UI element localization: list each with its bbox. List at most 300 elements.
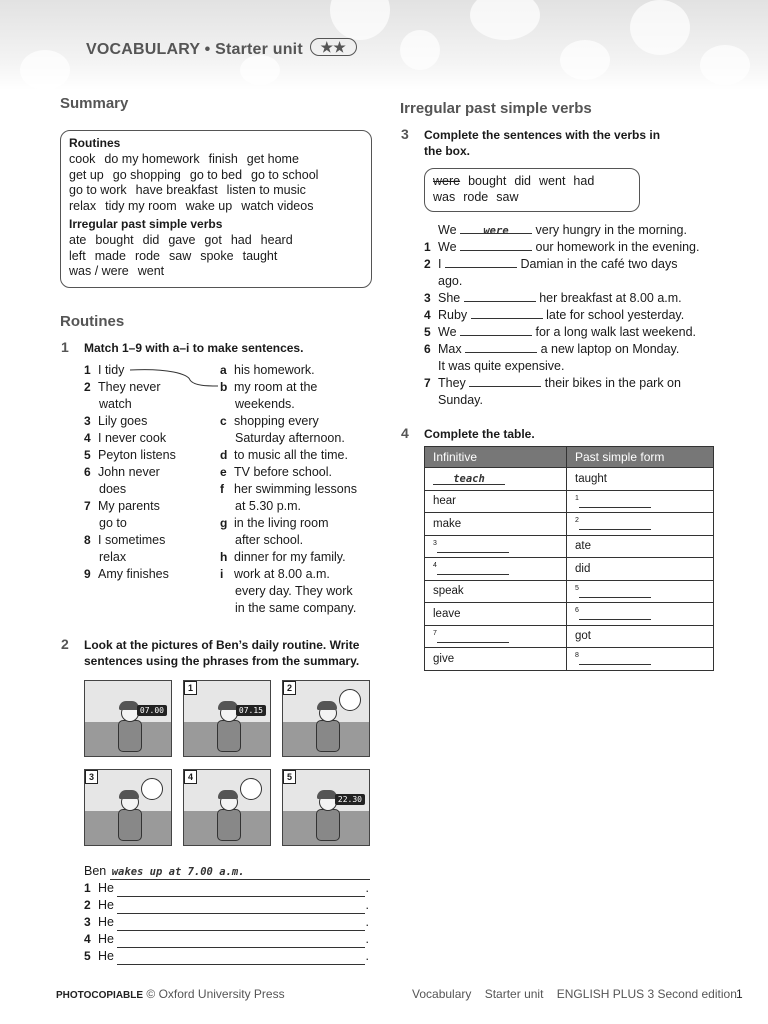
answer-number: 2: [84, 898, 91, 912]
wall-clock-icon: [339, 689, 361, 711]
match-left-text: I never cook: [98, 431, 167, 445]
answer-blank[interactable]: [117, 935, 365, 948]
match-right-text: to music all the time.: [234, 448, 348, 462]
table-cell-past: [567, 513, 714, 536]
footer-book: ENGLISH PLUS 3 Second edition: [556, 987, 737, 1001]
alarm-clock-display: 07.00: [137, 705, 167, 716]
summary-word: go shopping: [112, 167, 181, 182]
summary-word: was / were: [69, 264, 129, 279]
table-blank[interactable]: [579, 518, 651, 530]
match-left-text: Amy finishes: [98, 567, 169, 581]
sentence-before: Ruby: [438, 308, 468, 322]
match-left-number: 9: [84, 567, 91, 581]
ben-hair: [317, 701, 337, 710]
match-right-number: c: [220, 414, 227, 428]
exercise-3-sentences: [424, 222, 744, 409]
exercise-3-sentence: [424, 324, 744, 341]
table-header-row: [425, 447, 714, 468]
example-sentence-before: We: [438, 223, 457, 237]
sentence-number: 6: [424, 342, 431, 356]
page-header-title: [86, 38, 357, 59]
exercise-2-number: 2: [61, 636, 69, 652]
summary-word: listen to music: [226, 183, 306, 198]
verb-box: [424, 168, 640, 212]
table-cell-text: make: [433, 517, 462, 530]
example-sentence-answer: were: [483, 225, 509, 237]
exercise-3-sentence: [424, 307, 744, 324]
table-blank-number: 1: [575, 494, 579, 502]
summary-row: [69, 249, 363, 265]
match-left-text: John never: [98, 465, 160, 479]
match-right-item: [220, 413, 380, 447]
summary-word: relax: [69, 199, 97, 214]
table-blank[interactable]: [579, 608, 651, 620]
ben-body: [118, 809, 142, 841]
summary-word: bought: [95, 232, 134, 247]
ben-body: [217, 809, 241, 841]
table-blank-number: 6: [575, 607, 579, 615]
sentence-blank[interactable]: [471, 307, 543, 319]
routines-heading: Routines: [60, 313, 125, 330]
ben-figure: [313, 704, 341, 752]
match-left-text: I sometimes: [98, 533, 166, 547]
table-row: [425, 535, 714, 558]
ben-body: [316, 809, 340, 841]
match-left-number: 7: [84, 499, 91, 513]
sentence-after: Damian in the café two days: [520, 257, 678, 271]
wall-clock-icon: [141, 778, 163, 800]
match-left-line: [84, 532, 209, 549]
table-row: [425, 625, 714, 648]
match-right-item: [220, 362, 380, 379]
sentence-before: Max: [438, 342, 462, 356]
verb-table: [424, 446, 714, 671]
table-cell-text: hear: [433, 495, 457, 508]
sentence-blank[interactable]: [469, 375, 541, 387]
table-blank-number: 8: [575, 652, 579, 660]
table-header-past: Past simple form: [567, 447, 714, 468]
summary-word: left: [69, 248, 86, 263]
match-right-item: [220, 549, 380, 566]
sentence-continuation: ago.: [438, 274, 463, 288]
table-cell-text: speak: [433, 585, 464, 598]
match-right-item: [220, 481, 380, 515]
answer-line: [84, 897, 374, 914]
sentence-continuation: Sunday.: [438, 393, 483, 407]
match-right-text: his homework.: [234, 363, 315, 377]
answer-subject: He: [98, 949, 114, 963]
match-left-line: [84, 396, 209, 413]
table-blank[interactable]: [579, 496, 651, 508]
table-cell-past: taught: [567, 468, 714, 491]
match-left-number: 3: [84, 414, 91, 428]
answer-end: .: [365, 898, 369, 912]
exercise-3-sentence: [424, 341, 744, 358]
exercise-1-instruction: Match 1–9 with a–i to make sentences.: [84, 341, 304, 355]
match-right-number: d: [220, 448, 228, 462]
exercise-2-instruction-line-1: Look at the pictures of Ben’s daily routine. Write: [84, 638, 360, 652]
match-right-number: h: [220, 550, 228, 564]
summary-irregular-label: Irregular past simple verbs: [69, 216, 223, 231]
match-left-text: does: [99, 482, 127, 496]
table-blank-number: 4: [433, 562, 437, 570]
summary-word: went: [137, 264, 165, 279]
summary-irregular-list: [69, 233, 363, 280]
match-right-list: [220, 362, 380, 617]
match-left-number: 6: [84, 465, 91, 479]
table-cell-past: [567, 625, 714, 648]
footer-right: [412, 987, 737, 1001]
routine-picture: [84, 769, 172, 846]
summary-word: do my homework: [104, 151, 200, 166]
example-sentence-blank: [460, 222, 532, 237]
exercise-3-number: 3: [401, 126, 409, 142]
match-right-text: after school.: [235, 533, 304, 547]
match-right-text: work at 8.00 a.m.: [234, 567, 330, 581]
verb-box-word: rode: [463, 189, 489, 204]
table-cell-past: [567, 490, 714, 513]
summary-word: go to school: [251, 167, 319, 182]
sentence-before: I: [438, 257, 442, 271]
footer-copyright: © Oxford University Press: [146, 987, 285, 1001]
exercise-3-sentence: [424, 375, 744, 392]
table-row: [425, 468, 714, 491]
ben-hair: [119, 790, 139, 799]
match-left-line: [84, 515, 209, 532]
summary-word: go to bed: [189, 167, 243, 182]
match-left-line: [84, 549, 209, 566]
sentence-before: She: [438, 291, 461, 305]
header-title-text: VOCABULARY • Starter unit: [86, 41, 303, 58]
match-right-line: [220, 362, 380, 379]
answer-number: 5: [84, 949, 91, 963]
example-sentence-after: very hungry in the morning.: [535, 223, 687, 237]
sentence-number: 2: [424, 257, 431, 271]
summary-row: [69, 233, 363, 249]
match-right-text: Saturday afternoon.: [235, 431, 345, 445]
picture-number: 3: [85, 770, 98, 784]
match-left-text: relax: [99, 550, 127, 564]
table-blank[interactable]: [437, 563, 509, 575]
answer-end: .: [365, 915, 369, 929]
answer-end: .: [365, 881, 369, 895]
answer-blank[interactable]: [117, 918, 365, 931]
table-cell-infinitive: [425, 648, 567, 671]
sentence-continuation: It was quite expensive.: [438, 359, 565, 373]
exercise-2-instruction: [84, 637, 359, 669]
answer-number: 1: [84, 881, 91, 895]
match-right-number: a: [220, 363, 227, 377]
match-left-line: [84, 413, 209, 430]
match-right-line: [220, 413, 380, 430]
summary-row: [69, 183, 363, 199]
answer-line: [84, 914, 374, 931]
match-left-text: go to: [99, 516, 127, 530]
match-left-text: My parents: [98, 499, 160, 513]
answer-line: [84, 931, 374, 948]
irregular-heading: Irregular past simple verbs: [400, 100, 592, 117]
verb-box-word: bought: [468, 174, 507, 188]
sentence-before: We: [438, 240, 457, 254]
picture-number: 4: [184, 770, 197, 784]
summary-word: finish: [208, 151, 238, 166]
routine-picture: [183, 769, 271, 846]
table-cell-text: ate: [575, 540, 591, 553]
sentence-blank[interactable]: [465, 341, 537, 353]
match-left-line: [84, 464, 209, 481]
summary-word: heard: [260, 232, 293, 247]
summary-row: [69, 199, 363, 215]
table-cell-text: got: [575, 630, 591, 643]
sentence-blank[interactable]: [460, 239, 532, 251]
routine-picture: [84, 680, 172, 757]
summary-word: taught: [242, 248, 278, 263]
exercise-4-instruction: Complete the table.: [424, 427, 535, 441]
table-blank-number: 7: [433, 629, 437, 637]
sentence-blank[interactable]: [445, 256, 517, 268]
sentence-number: 1: [424, 240, 431, 254]
match-left-item: [84, 498, 209, 532]
verb-box-word: was: [433, 189, 456, 204]
match-right-line: [220, 481, 380, 498]
exercise-4-number: 4: [401, 425, 409, 441]
match-left-text: Lily goes: [98, 414, 148, 428]
table-cell-past: [567, 580, 714, 603]
ben-figure: [214, 793, 242, 841]
match-right-line: [220, 379, 380, 396]
match-right-item: [220, 464, 380, 481]
table-row: [425, 603, 714, 626]
summary-word: get home: [246, 151, 299, 166]
sentence-before: We: [438, 325, 457, 339]
table-example-infinitive: teach: [453, 472, 485, 485]
summary-word: go to work: [69, 183, 127, 198]
summary-word: ate: [69, 232, 87, 247]
match-right-line: [220, 583, 380, 600]
match-right-item: [220, 379, 380, 413]
match-right-number: g: [220, 516, 228, 530]
summary-word: did: [142, 232, 160, 247]
table-cell-text: leave: [433, 607, 461, 620]
match-right-line: [220, 396, 380, 413]
table-cell-past: [567, 535, 714, 558]
routine-picture: [282, 769, 370, 846]
table-blank[interactable]: [579, 586, 651, 598]
sentence-after: a new laptop on Monday.: [540, 342, 680, 356]
footer-photocopiable: PHOTOCOPIABLE: [56, 990, 144, 1001]
match-left-number: 2: [84, 380, 91, 394]
match-left-item: [84, 447, 209, 464]
match-right-text: her swimming lessons: [234, 482, 357, 496]
answer-end: .: [365, 949, 369, 963]
table-row: [425, 648, 714, 671]
match-right-item: [220, 566, 380, 617]
table-row: [425, 513, 714, 536]
summary-row: [69, 152, 363, 168]
summary-routines-label: Routines: [69, 136, 121, 150]
exercise-3-sentence: [424, 256, 744, 273]
table-cell-text: give: [433, 652, 455, 665]
ben-body: [217, 720, 241, 752]
match-right-line: [220, 549, 380, 566]
table-example-blank: [433, 473, 505, 485]
summary-routines-list: [69, 152, 363, 215]
table-cell-infinitive: [425, 603, 567, 626]
table-header-infinitive: Infinitive: [425, 447, 567, 468]
sentence-blank[interactable]: [460, 324, 532, 336]
answer-subject: He: [98, 881, 114, 895]
table-cell-infinitive: [425, 468, 567, 491]
match-right-text: weekends.: [235, 397, 295, 411]
match-left-number: 1: [84, 363, 91, 377]
table-blank-number: 3: [433, 539, 437, 547]
difficulty-stars: ★★: [310, 38, 358, 56]
picture-number: 5: [283, 770, 296, 784]
match-left-number: 5: [84, 448, 91, 462]
sentence-blank[interactable]: [464, 290, 536, 302]
table-blank[interactable]: [579, 653, 651, 665]
footer-unit: Starter unit: [484, 987, 544, 1001]
match-right-text: my room at the: [234, 380, 318, 394]
summary-word: wake up: [185, 199, 233, 214]
table-row: [425, 490, 714, 513]
exercise-3-instruction-line-2: the box.: [424, 144, 471, 158]
answer-line: [84, 880, 374, 897]
summary-word: got: [204, 232, 222, 247]
example-subject: Ben: [84, 864, 107, 878]
match-left-text: watch: [99, 397, 132, 411]
sentence-before: They: [438, 376, 466, 390]
ben-body: [118, 720, 142, 752]
table-cell-infinitive: [425, 558, 567, 581]
table-blank[interactable]: [437, 541, 509, 553]
answer-number: 3: [84, 915, 91, 929]
match-left-line: [84, 481, 209, 498]
exercise-3-sentence: [424, 239, 744, 256]
match-right-line: [220, 532, 380, 549]
table-row: [425, 558, 714, 581]
answer-line: [84, 948, 374, 965]
match-left-text: Peyton listens: [98, 448, 176, 462]
footer-left: [56, 987, 285, 1001]
summary-word: watch videos: [241, 199, 314, 214]
match-right-line: [220, 498, 380, 515]
example-sentence: [424, 222, 744, 239]
answer-blank[interactable]: [117, 952, 365, 965]
match-right-line: [220, 600, 380, 617]
match-right-number: f: [220, 482, 224, 496]
sentence-after: their bikes in the park on: [544, 376, 681, 390]
picture-number: 1: [184, 681, 197, 695]
verb-box-word: had: [573, 174, 595, 188]
table-cell-past: [567, 648, 714, 671]
table-row: [425, 580, 714, 603]
match-right-text: every day. They work: [235, 584, 353, 598]
match-right-number: i: [220, 567, 224, 581]
match-right-text: in the living room: [234, 516, 329, 530]
match-left-number: 4: [84, 431, 91, 445]
table-cell-past: [567, 603, 714, 626]
table-cell-text: did: [575, 562, 591, 575]
match-left-list: [84, 362, 209, 583]
answer-blank[interactable]: [117, 901, 365, 914]
summary-word: rode: [134, 248, 160, 263]
answer-subject: He: [98, 932, 114, 946]
summary-row: [69, 264, 363, 280]
match-right-line: [220, 566, 380, 583]
answer-number: 4: [84, 932, 91, 946]
match-left-line: [84, 566, 209, 583]
summary-heading: Summary: [60, 95, 129, 112]
match-left-text: I tidy: [98, 363, 125, 377]
picture-number: 2: [283, 681, 296, 695]
match-right-text: dinner for my family.: [234, 550, 346, 564]
match-right-item: [220, 447, 380, 464]
routine-picture: [282, 680, 370, 757]
match-left-item: [84, 413, 209, 430]
match-left-item: [84, 464, 209, 498]
alarm-clock-display: 07.15: [236, 705, 266, 716]
verb-box-word: were: [433, 174, 461, 188]
answer-subject: He: [98, 915, 114, 929]
table-cell-infinitive: [425, 513, 567, 536]
verb-box-word: did: [514, 174, 532, 188]
match-right-line: [220, 464, 380, 481]
table-cell-past: [567, 558, 714, 581]
example-answer: wakes up at 7.00 a.m.: [111, 866, 245, 878]
exercise-3-sentence: [424, 290, 744, 307]
answer-blank[interactable]: [117, 884, 365, 897]
summary-row: [69, 168, 363, 184]
ben-body: [316, 720, 340, 752]
table-blank-number: 5: [575, 584, 579, 592]
match-left-text: They never: [98, 380, 161, 394]
sentence-number: 3: [424, 291, 431, 305]
verb-box-word: went: [539, 174, 566, 188]
answer-end: .: [365, 932, 369, 946]
summary-word: get up: [69, 167, 104, 182]
table-blank[interactable]: [437, 631, 509, 643]
table-cell-infinitive: [425, 490, 567, 513]
wall-clock-icon: [240, 778, 262, 800]
match-right-item: [220, 515, 380, 549]
routine-picture: [183, 680, 271, 757]
summary-word: saw: [169, 248, 192, 263]
summary-box: [60, 130, 372, 288]
match-left-item: [84, 532, 209, 566]
table-cell-infinitive: [425, 580, 567, 603]
summary-word: spoke: [200, 248, 234, 263]
match-left-line: [84, 447, 209, 464]
sentence-number: 7: [424, 376, 431, 390]
match-right-number: b: [220, 380, 228, 394]
match-left-item: [84, 566, 209, 583]
sentence-after: for a long walk last weekend.: [535, 325, 697, 339]
match-right-line: [220, 447, 380, 464]
match-right-number: e: [220, 465, 227, 479]
alarm-clock-display: 22.30: [335, 794, 365, 805]
summary-word: tidy my room: [105, 199, 177, 214]
summary-word: have breakfast: [135, 183, 218, 198]
match-right-text: TV before school.: [234, 465, 332, 479]
sentence-after: her breakfast at 8.00 a.m.: [539, 291, 682, 305]
exercise-1-number: 1: [61, 339, 69, 355]
match-right-text: shopping every: [234, 414, 319, 428]
verb-box-word: saw: [496, 189, 519, 204]
sentence-number: 5: [424, 325, 431, 339]
page-number: 1: [736, 987, 743, 1001]
summary-word: had: [230, 232, 252, 247]
